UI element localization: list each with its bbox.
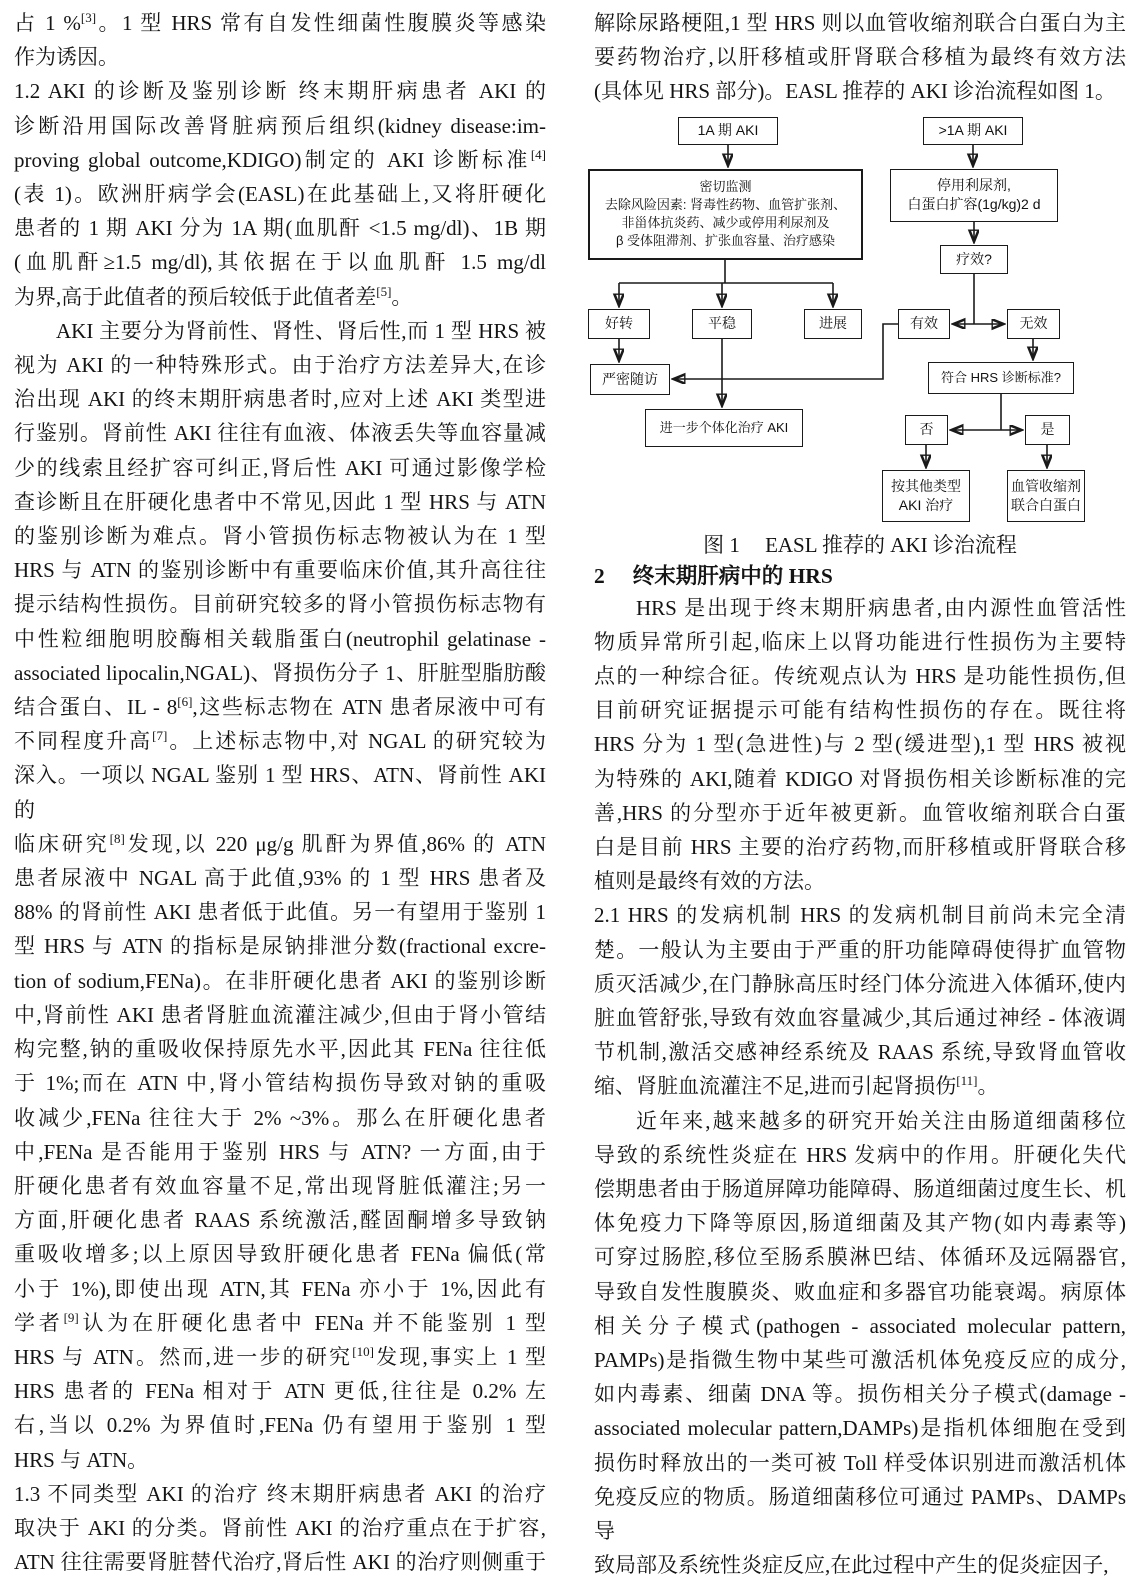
text-line xyxy=(594,864,1126,898)
text-run: 治出现 AKI 的终末期肝病患者时,应对上述 AKI 类型进 xyxy=(14,387,546,412)
text-run: 提示结构性损伤。目前研究较多的肾小管损伤标志物有 xyxy=(14,592,546,617)
text-run: 少的线索且经扩容可纠正,肾后性 AKI 可通过影像学检 xyxy=(14,455,546,480)
node-no xyxy=(905,415,948,445)
text-run: 缩、肾脏血流灌注不足,进而引起肾损伤 xyxy=(594,1074,957,1099)
text-line xyxy=(594,1411,1126,1445)
text-run: 。1 型 HRS 常有自发性细菌性腹膜炎等感染 xyxy=(96,11,546,35)
text-run: 如内毒素、细菌 DNA 等。损伤相关分子模式(damage - xyxy=(594,1382,1126,1407)
text-run: HRS 与 ATN。然而,进一步的研究 xyxy=(14,1344,353,1369)
figure-1-flowchart xyxy=(588,117,1088,529)
text-line xyxy=(14,1340,546,1374)
text-run: (表 1)。欧洲肝病学会(EASL)在此基础上,又将肝硬化 xyxy=(14,182,546,207)
text-run: PAMPs)是指微生物中某些可激活机体免疫反应的成分, xyxy=(594,1348,1126,1373)
section-title: 终末期肝病中的 HRS xyxy=(632,563,833,588)
text-run: tion of sodium,FENa)。在非肝硬化患者 AKI 的鉴别诊断 xyxy=(14,968,546,993)
text-line xyxy=(14,382,546,416)
text-run: 学者 xyxy=(14,1310,64,1335)
text-line xyxy=(14,998,546,1032)
node-label: β 受体阻滞剂、扩张血容量、治疗感染 xyxy=(615,233,836,249)
text-line xyxy=(594,967,1126,1001)
right-column-bottom-text xyxy=(594,591,1126,1583)
text-line xyxy=(594,40,1126,74)
text-line xyxy=(594,74,1126,108)
text-run: 可穿过肠腔,移位至肠系膜淋巴结、体循环及远隔器官, xyxy=(594,1245,1126,1270)
text-run: 导致自发性腹膜炎、败血症和多器官功能衰竭。病原体 xyxy=(594,1279,1126,1304)
text-run: 中,肾前性 AKI 患者肾脏血流灌注减少,但由于肾小管结 xyxy=(14,1002,546,1027)
text-line xyxy=(594,1548,1126,1582)
node-label: 非甾体抗炎药、减少或停用利尿剂及 xyxy=(621,215,830,231)
text-line xyxy=(594,933,1126,967)
text-line xyxy=(594,1069,1126,1103)
text-line xyxy=(594,1343,1126,1377)
text-line xyxy=(594,1240,1126,1274)
node-ineffective xyxy=(1007,309,1060,339)
node-stop-diuretics xyxy=(890,169,1058,222)
text-run: 患者的 1 期 AKI 分为 1A 期(血肌酐 <1.5 mg/dl)、1B 期 xyxy=(14,216,546,241)
text-run: 致局部及系统性炎症反应,在此过程中产生的促炎症因子, xyxy=(594,1553,1109,1578)
reference-superscript: [5] xyxy=(376,283,392,299)
node-label: 平稳 xyxy=(708,315,736,332)
text-run: 取决于 AKI 的分类。肾前性 AKI 的治疗重点在于扩容, xyxy=(14,1515,546,1540)
text-line xyxy=(14,143,546,177)
reference-superscript: [3] xyxy=(80,10,97,25)
text-run: 目前研究证据提示可能有结构性损伤的存在。既往将 xyxy=(594,698,1126,723)
section-2-heading xyxy=(594,561,1126,591)
text-run: 患者尿液中 NGAL 高于此值,93% 的 1 型 HRS 患者及 xyxy=(14,866,546,891)
node-close-monitoring xyxy=(588,169,863,260)
text-line xyxy=(594,659,1126,693)
node-label: 好转 xyxy=(605,315,633,332)
text-line xyxy=(594,1206,1126,1240)
node-individualized-treatment xyxy=(645,409,803,447)
reference-superscript: [4] xyxy=(530,146,546,162)
text-line xyxy=(14,1511,546,1545)
text-run: proving global outcome,KDIGO)制定的 AKI 诊断标准 xyxy=(14,147,531,172)
text-line xyxy=(14,1237,546,1271)
text-run: HRS 分为 1 型(急进性)与 2 型(缓进型),1 型 HRS 被视 xyxy=(594,732,1126,757)
text-line xyxy=(594,762,1126,796)
text-run: 解除尿路梗阻,1 型 HRS 则以血管收缩剂联合白蛋白为主 xyxy=(594,11,1126,35)
text-run: 构完整,钠的重吸收保持原先水平,因此其 FENa 往往低 xyxy=(14,1037,546,1062)
node-improved xyxy=(588,309,650,339)
node-label: 有效 xyxy=(910,315,938,332)
text-run: 重吸收增多;以上原因导致肝硬化患者 FENa 偏低(常 xyxy=(14,1242,546,1267)
text-run: 中性粒细胞明胶酶相关载脂蛋白(neutrophil gelatinase - xyxy=(14,626,546,651)
text-run: 型 HRS 与 ATN 的指标是尿钠排泄分数(fractional excre- xyxy=(14,934,546,959)
left-column xyxy=(14,6,546,1579)
node-vasoconstrictor-albumin xyxy=(1007,470,1085,522)
reference-superscript: [10] xyxy=(352,1343,374,1359)
text-line xyxy=(14,690,546,724)
text-run: 1.2 AKI 的诊断及鉴别诊断 终末期肝病患者 AKI 的 xyxy=(14,79,546,104)
text-run: AKI 主要分为肾前性、肾性、肾后性,而 1 型 HRS 被 xyxy=(56,318,546,343)
text-line xyxy=(14,177,546,211)
text-line xyxy=(14,758,546,826)
node-label: 严密随访 xyxy=(602,370,658,387)
text-line xyxy=(14,1272,546,1306)
text-run: 要药物治疗,以肝移植或肝肾联合移植为最终有效方法 xyxy=(594,45,1126,70)
text-line xyxy=(594,6,1126,40)
node-label: 进展 xyxy=(819,315,847,332)
node-stage-1a-aki xyxy=(678,117,778,145)
text-run: 中,FENa 是否能用于鉴别 HRS 与 ATN? 一方面,由于 xyxy=(14,1139,546,1164)
text-run: 物质异常所引起,临床上以肾功能进行性损伤为主要特 xyxy=(594,629,1126,654)
text-run: HRS 患者的 FENa 相对于 ATN 更低,往往是 0.2% 左 xyxy=(14,1379,546,1404)
node-label: 否 xyxy=(919,421,934,438)
text-line xyxy=(14,40,546,74)
node-treat-other-aki-type xyxy=(882,470,970,522)
reference-superscript: [8] xyxy=(109,830,125,846)
text-run: 右,当以 0.2% 为界值时,FENa 仍有望用于鉴别 1 型 xyxy=(14,1413,546,1438)
text-run: 。 xyxy=(391,284,413,309)
text-line xyxy=(14,895,546,929)
text-run: 占 1 % xyxy=(14,11,81,35)
text-run: 。上述标志物中,对 NGAL 的研究较为 xyxy=(167,729,547,754)
text-line xyxy=(14,6,546,40)
text-run: (具体见 HRS 部分)。EASL 推荐的 AKI 诊治流程如图 1。 xyxy=(594,79,1116,104)
text-line xyxy=(594,1480,1126,1548)
text-run: 视为 AKI 的一种特殊形式。由于治疗方法差异大,在诊 xyxy=(14,353,546,378)
text-run: 善,HRS 的分型亦于近年被更新。血管收缩剂联合白蛋 xyxy=(594,800,1126,825)
text-line xyxy=(594,830,1126,864)
text-line xyxy=(14,245,546,279)
text-line xyxy=(14,1101,546,1135)
text-line xyxy=(14,451,546,485)
node-effective xyxy=(898,309,950,339)
node-stage-gt1a-aki xyxy=(923,117,1023,145)
text-line xyxy=(14,1306,546,1340)
text-run: 节机制,激活交感神经系统及 RAAS 系统,导致肾血管收 xyxy=(594,1040,1126,1065)
node-close-followup xyxy=(590,364,670,395)
node-label: 疗效? xyxy=(956,250,992,267)
text-run: 肝硬化患者有效血容量不足,常出现肾脏低灌注;另一 xyxy=(14,1173,546,1198)
text-line xyxy=(14,1032,546,1066)
text-line xyxy=(594,1446,1126,1480)
text-line xyxy=(14,1545,546,1579)
text-run: ATN 往往需要肾脏替代治疗,肾后性 AKI 的治疗则侧重于 xyxy=(14,1550,546,1575)
text-run: 不同程度升高 xyxy=(14,729,153,754)
text-line xyxy=(14,622,546,656)
text-run: 认为在肝硬化患者中 FENa 并不能鉴别 1 型 xyxy=(78,1310,546,1335)
text-run: 导致的系统性炎症在 HRS 发病中的作用。肝硬化失代 xyxy=(594,1142,1126,1167)
text-run: 体免疫力下降等原因,肠道细菌及其产物(如内毒素等) xyxy=(594,1211,1126,1236)
text-run: 偿期患者由于肠道屏障功能障碍、肠道细菌过度生长、机 xyxy=(594,1177,1126,1202)
text-run: 临床研究 xyxy=(14,831,110,856)
text-line xyxy=(594,591,1126,625)
node-label: 1A 期 AKI xyxy=(697,122,759,139)
right-column-top-text xyxy=(594,6,1126,109)
text-line xyxy=(594,1377,1126,1411)
node-efficacy xyxy=(940,245,1008,274)
reference-superscript: [6] xyxy=(177,694,193,710)
text-line xyxy=(594,898,1126,932)
text-line xyxy=(14,416,546,450)
text-run: associated lipocalin,NGAL)、肾损伤分子 1、肝脏型脂肪酸 xyxy=(14,660,546,685)
text-run: 的鉴别诊断为难点。肾小管损伤标志物被认为在 1 型 xyxy=(14,524,546,549)
text-line xyxy=(14,314,546,348)
text-run: HRS 与 ATN。 xyxy=(14,1447,149,1472)
text-run: HRS 是出现于终末期肝病患者,由内源性血管活性 xyxy=(636,595,1126,620)
node-hrs-criteria xyxy=(928,362,1074,394)
text-line xyxy=(594,1138,1126,1172)
node-label: 去除风险因素: 肾毒性药物、血管扩张剂、 xyxy=(604,197,847,213)
text-run: 作为诱因。 xyxy=(14,45,119,70)
text-run: 点的一种综合征。传统观点认为 HRS 是功能性损伤,但 xyxy=(594,664,1126,689)
text-run: 诊断沿用国际改善肾脏病预后组织(kidney disease:im- xyxy=(14,113,546,138)
text-line xyxy=(14,929,546,963)
text-run: associated molecular pattern,DAMPs)是指机体细胞在受到 xyxy=(594,1416,1126,1441)
text-line xyxy=(594,1001,1126,1035)
text-line xyxy=(14,211,546,245)
right-column xyxy=(594,6,1126,1583)
figure-title: EASL 推荐的 AKI 诊治流程 xyxy=(765,532,1017,557)
text-line xyxy=(594,1104,1126,1138)
text-run: 近年来,越来越多的研究开始关注由肠道细菌移位 xyxy=(636,1108,1126,1133)
figure-1-caption xyxy=(594,531,1126,559)
text-line xyxy=(14,1169,546,1203)
text-run: 发现,事实上 1 型 xyxy=(373,1344,547,1369)
node-label: 联合白蛋白 xyxy=(1011,496,1081,513)
text-run: 损伤时释放出的一类可被 Toll 样受体识别进而激活机体 xyxy=(594,1450,1126,1475)
text-run: 白是目前 HRS 主要的治疗药物,而肝移植或肝肾联合移 xyxy=(594,835,1126,860)
text-run: 2.1 HRS 的发病机制 HRS 的发病机制目前尚未完全清 xyxy=(594,903,1126,928)
text-run: 植则是最终有效的方法。 xyxy=(594,869,825,894)
text-run: 结合蛋白、IL - 8 xyxy=(14,695,178,720)
text-line xyxy=(14,109,546,143)
reference-superscript: [9] xyxy=(63,1309,79,1325)
text-run: 88% 的肾前性 AKI 患者低于此值。另一有望用于鉴别 1 xyxy=(14,900,546,925)
text-line xyxy=(594,1035,1126,1069)
figure-number: 图 1 xyxy=(703,532,740,557)
text-line xyxy=(594,796,1126,830)
text-line xyxy=(14,348,546,382)
node-progression xyxy=(804,309,862,339)
node-label: 密切监测 xyxy=(699,179,752,195)
reference-superscript: [7] xyxy=(152,728,168,744)
text-run: (血肌酐≥1.5 mg/dl),其依据在于以血肌酐 1.5 mg/dl xyxy=(14,250,546,275)
node-label: 是 xyxy=(1040,421,1055,438)
text-line xyxy=(14,1443,546,1477)
text-run: 深入。一项以 NGAL 鉴别 1 型 HRS、ATN、肾前性 AKI 的 xyxy=(14,763,546,822)
text-line xyxy=(14,964,546,998)
text-line xyxy=(14,724,546,758)
text-line xyxy=(14,1477,546,1511)
text-run: 1.3 不同类型 AKI 的治疗 终末期肝病患者 AKI 的治疗 xyxy=(14,1481,546,1506)
text-run: HRS 与 ATN 的鉴别诊断中有重要临床价值,其升高往往 xyxy=(14,558,546,583)
text-run: 收减少,FENa 往往大于 2% ~3%。那么在肝硬化患者 xyxy=(14,1105,546,1130)
text-line xyxy=(594,693,1126,727)
text-run: 楚。一般认为主要由于严重的肝功能障碍使得扩血管物 xyxy=(594,937,1126,962)
text-line xyxy=(594,625,1126,659)
reference-superscript: [11] xyxy=(956,1073,978,1089)
text-run: 方面,肝硬化患者 RAAS 系统激活,醛固酮增多导致钠 xyxy=(14,1208,546,1233)
text-line xyxy=(14,1374,546,1408)
text-line xyxy=(594,1309,1126,1343)
section-number: 2 xyxy=(594,563,605,588)
text-line xyxy=(14,656,546,690)
node-label: 停用利尿剂, xyxy=(937,177,1011,194)
text-line xyxy=(14,827,546,861)
text-run: 。 xyxy=(977,1074,999,1099)
node-label: >1A 期 AKI xyxy=(938,122,1008,139)
text-run: 质灭活减少,在门静脉高压时经门体分流进入体循环,使内 xyxy=(594,971,1126,996)
text-line xyxy=(14,1203,546,1237)
node-label: 白蛋白扩容(1g/kg)2 d xyxy=(907,196,1041,213)
text-run: 为界,高于此值者的预后较低于此值者差 xyxy=(14,284,377,309)
text-line xyxy=(594,1172,1126,1206)
node-label: 按其他类型 xyxy=(891,477,961,494)
text-run: 为特殊的 AKI,随着 KDIGO 对肾损伤相关诊断标准的完 xyxy=(594,766,1126,791)
text-run: 查诊断且在肝硬化患者中不常见,因此 1 型 HRS 与 ATN xyxy=(14,489,546,514)
text-line xyxy=(14,74,546,108)
text-line xyxy=(594,1275,1126,1309)
text-line xyxy=(14,587,546,621)
text-run: 行鉴别。肾前性 AKI 往往有血液、体液丢失等血容量减 xyxy=(14,421,546,446)
text-run: 于 1%;而在 ATN 中,肾小管结构损伤导致对钠的重吸 xyxy=(14,1071,546,1096)
text-line xyxy=(14,1408,546,1442)
text-line xyxy=(14,485,546,519)
text-run: 脏血管舒张,导致有效血容量减少,其后通过神经 - 体液调 xyxy=(594,1006,1126,1031)
text-run: ,这些标志物在 ATN 患者尿液中可有 xyxy=(192,695,546,720)
text-line xyxy=(14,519,546,553)
text-line xyxy=(14,861,546,895)
text-line xyxy=(14,553,546,587)
text-run: 发现,以 220 μg/g 肌酐为界值,86% 的 ATN xyxy=(124,831,547,856)
node-stable xyxy=(692,309,752,339)
text-line xyxy=(14,1135,546,1169)
text-run: 小于 1%),即使出现 ATN,其 FENa 亦小于 1%,因此有 xyxy=(14,1276,546,1301)
text-run: 免疫反应的物质。肠道细菌移位可通过 PAMPs、DAMPs 导 xyxy=(594,1484,1126,1544)
node-label: 进一步个体化治疗 AKI xyxy=(659,419,789,435)
node-label: AKI 治疗 xyxy=(898,496,954,513)
text-line xyxy=(594,727,1126,761)
node-label: 血管收缩剂 xyxy=(1011,477,1081,494)
node-yes xyxy=(1025,415,1070,445)
text-line xyxy=(14,1066,546,1100)
node-label: 符合 HRS 诊断标准? xyxy=(941,369,1061,385)
node-label: 无效 xyxy=(1019,315,1048,332)
text-line xyxy=(14,280,546,314)
text-run: 相关分子模式(pathogen - associated molecular pattern, xyxy=(594,1313,1126,1338)
